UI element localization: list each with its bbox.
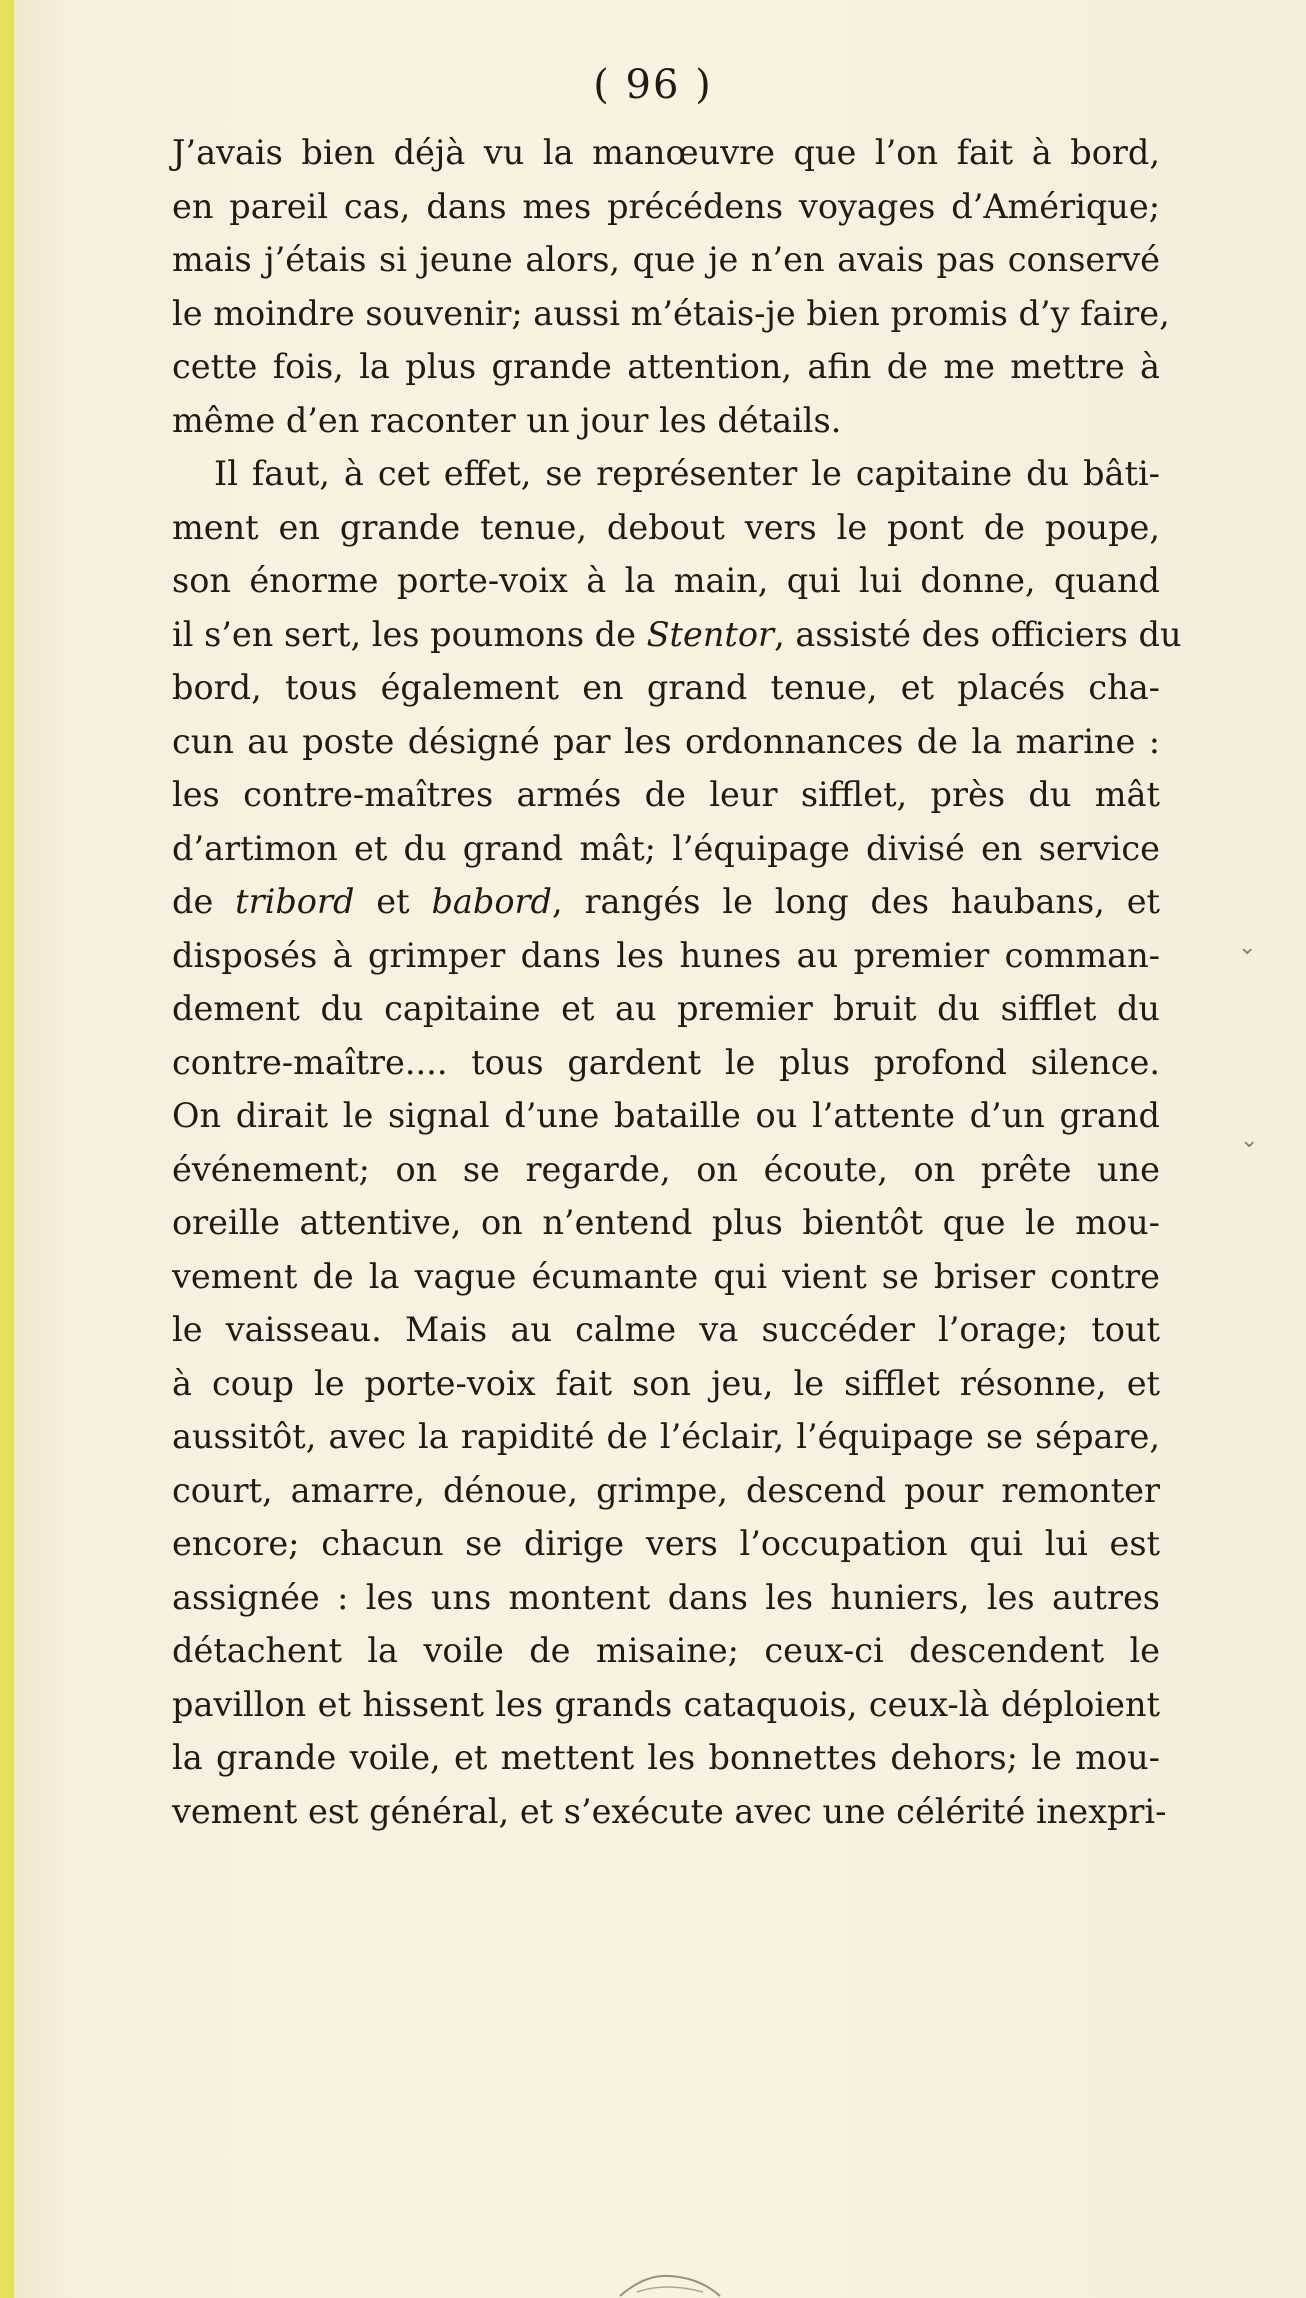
text-segment: pavillon et hissent les grands cataquois, ceux-là déploient (172, 1684, 1160, 1724)
text-segment: cette fois, la plus grande attention, afin de me mettre à (172, 347, 1160, 386)
text-line (172, 501, 1160, 555)
text-segment: J’avais bien déjà vu la manœuvre que l’on fait à bord, (172, 133, 1160, 172)
text-segment: bord, tous également en grand tenue, et placés cha- (172, 668, 1160, 707)
text-line (172, 1250, 1160, 1304)
text-segment: d’artimon et du grand mât; l’équipage divisé en service (172, 828, 1160, 868)
text-segment: de (172, 882, 236, 921)
text-segment: contre-maître.... tous gardent le plus profond silence. (172, 1042, 1160, 1082)
text-segment: en pareil cas, dans mes précédens voyages d’Amérique; (172, 186, 1160, 226)
text-segment: assignée : les uns montent dans les huniers, les autres (172, 1577, 1160, 1617)
body-text (172, 126, 1182, 1838)
text-line (172, 822, 1160, 876)
text-segment: le moindre souvenir; aussi m’étais-je bien promis d’y faire, (172, 293, 1170, 333)
text-line (172, 1731, 1160, 1785)
text-line (172, 394, 1160, 448)
text-segment: vement de la vague écumante qui vient se briser contre (172, 1256, 1160, 1296)
text-line (172, 1785, 1167, 1839)
text-segment: Il faut, à cet effet, se représenter le capitaine du bâti- (214, 454, 1160, 493)
text-line (172, 287, 1170, 341)
text-line (172, 1678, 1160, 1732)
text-segment: et (354, 882, 432, 921)
text-line (172, 1357, 1160, 1411)
text-segment: aussitôt, avec la rapidité de l’éclair, l’équipage se sépare, (172, 1417, 1160, 1456)
text-segment: , assisté des officiers du (774, 614, 1182, 654)
page-edge-strip (0, 0, 14, 2298)
text-line (172, 1303, 1160, 1357)
text-segment: dement du capitaine et au premier bruit du sifflet du (172, 989, 1160, 1028)
text-segment: événement; on se regarde, on écoute, on prête une (172, 1149, 1160, 1189)
text-line (172, 447, 1160, 501)
text-segment: court, amarre, dénoue, grimpe, descend pour remonter (172, 1470, 1160, 1510)
text-segment: oreille attentive, on n’entend plus bientôt que le mou- (172, 1203, 1160, 1242)
text-line (172, 768, 1160, 822)
text-segment: le vaisseau. Mais au calme va succéder l’orage; tout (172, 1310, 1160, 1349)
text-line (172, 1196, 1160, 1250)
text-segment: ment en grande tenue, debout vers le pont de poupe, (172, 507, 1160, 547)
text-segment: cun au poste désigné par les ordonnances de la marine : (172, 721, 1160, 761)
text-segment: encore; chacun se dirige vers l’occupation qui lui est (172, 1524, 1160, 1563)
text-segment: les contre-maîtres armés de leur sifflet, près du mât (172, 775, 1160, 814)
margin-mark: ⌄ (1240, 1128, 1259, 1153)
text-line (172, 715, 1160, 769)
text-line (172, 340, 1160, 394)
text-segment: la grande voile, et mettent les bonnettes dehors; le mou- (172, 1738, 1160, 1777)
text-line (172, 233, 1160, 287)
text-segment: disposés à grimper dans les hunes au premier comman- (172, 935, 1160, 975)
text-segment: détachent la voile de misaine; ceux-ci descendent le (172, 1631, 1160, 1670)
text-segment: On dirait le signal d’une bataille ou l’attente d’un grand (172, 1096, 1160, 1135)
italic-word: Stentor (646, 614, 775, 654)
text-segment: , rangés le long des haubans, et (551, 882, 1160, 921)
text-segment: mais j’étais si jeune alors, que je n’en avais pas conservé (172, 240, 1160, 279)
text-line (172, 126, 1160, 180)
text-segment: à coup le porte-voix fait son jeu, le sifflet résonne, et (172, 1363, 1160, 1403)
text-line (172, 1410, 1160, 1464)
text-line (172, 1036, 1160, 1090)
text-line (172, 554, 1160, 608)
text-line (172, 1143, 1160, 1197)
text-line (172, 1089, 1160, 1143)
text-line (172, 875, 1160, 929)
text-segment: vement est général, et s’exécute avec une célérité inexpri- (172, 1791, 1167, 1831)
page-number: ( 96 ) (593, 62, 713, 108)
margin-mark: ⌄ (1238, 935, 1257, 960)
text-line (172, 180, 1160, 234)
text-line (172, 608, 1182, 662)
library-stamp-icon (615, 2268, 725, 2298)
italic-word: tribord (235, 882, 355, 921)
text-line (172, 982, 1160, 1036)
text-line (172, 1464, 1160, 1518)
text-line (172, 661, 1160, 715)
text-line (172, 1571, 1160, 1625)
text-line (172, 929, 1160, 983)
text-segment: son énorme porte-voix à la main, qui lui donne, quand (172, 561, 1160, 600)
text-segment: il s’en sert, les poumons de (172, 614, 647, 654)
text-line (172, 1624, 1160, 1678)
text-line (172, 1517, 1160, 1571)
text-segment: même d’en raconter un jour les détails. (172, 400, 842, 440)
italic-word: babord (431, 882, 552, 921)
